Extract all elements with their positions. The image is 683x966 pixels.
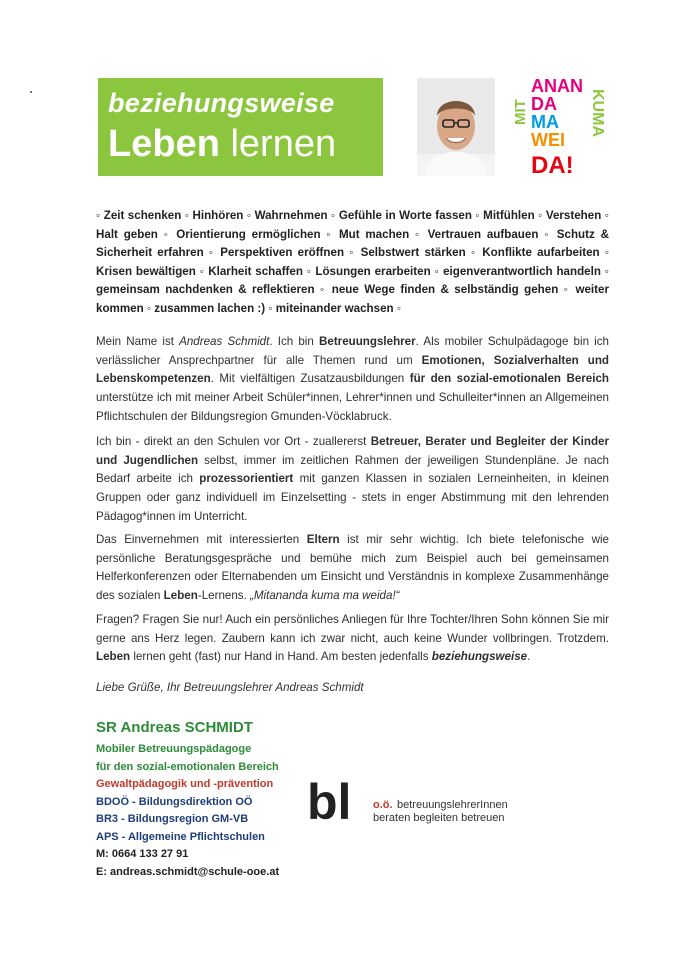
svg-text:beraten begleiten betreuen: beraten begleiten betreuen (373, 812, 505, 824)
intro-paragraph (96, 333, 609, 427)
ring-separator-icon: ◦ (199, 264, 205, 278)
text-run: . Ich bin (269, 335, 319, 348)
keyword: Orientierung ermöglichen (176, 227, 321, 241)
text-run: Leben (163, 589, 198, 603)
text-run: Betreuer, Berater und Begleiter der Kinder und Jugendlichen (96, 435, 610, 467)
svg-text:bl: bl (307, 775, 352, 830)
svg-text:DA: DA (531, 94, 557, 114)
portrait-photo (417, 78, 495, 176)
ring-separator-icon: ◦ (246, 209, 252, 222)
svg-text:MIT: MIT (512, 99, 529, 125)
keyword: neue Wege finden & selbständig gehen (331, 283, 559, 297)
text-run: -Lernens. (197, 589, 251, 603)
text-run: für den sozial-emotionalen Bereich (409, 372, 609, 386)
keyword: Mut machen (338, 227, 410, 241)
signature-line: E: andreas.schmidt@schule-ooe.at (96, 865, 280, 878)
logo-line-2: Leben lernen (108, 123, 337, 165)
keyword: miteinander wachsen (275, 301, 394, 315)
svg-text:betreuungslehrerInnen: betreuungslehrerInnen (397, 799, 508, 811)
text-run: Eltern (306, 533, 340, 546)
ring-separator-icon: ◦ (326, 227, 334, 241)
text-run: Betreuungslehrer (319, 335, 416, 348)
keyword: Halt geben (96, 227, 158, 241)
keyword: Perspektiven eröffnen (220, 246, 345, 260)
ring-separator-icon: ◦ (163, 227, 171, 241)
signature-line: BR3 - Bildungsregion GM-VB (96, 813, 249, 825)
questions-paragraph (96, 611, 609, 667)
work-paragraph (96, 433, 609, 527)
svg-text:MA: MA (531, 112, 559, 132)
keyword: Hinhören (192, 209, 244, 222)
text-run: Andreas Schmidt (179, 335, 270, 348)
keyword: gemeinsam nachdenken & reflektieren (96, 283, 315, 297)
ring-separator-icon: ◦ (331, 209, 336, 222)
ring-separator-icon: ◦ (349, 246, 356, 260)
beziehungsweise-logo (98, 78, 383, 176)
text-run: beziehungsweise (431, 650, 528, 664)
ring-separator-icon: ◦ (415, 227, 422, 241)
ring-separator-icon: ◦ (563, 283, 571, 297)
text-run: „Mitananda kuma ma weida!“ (250, 589, 400, 603)
svg-text:KUMA: KUMA (589, 89, 606, 137)
signature-name: SR Andreas SCHMIDT (96, 719, 253, 736)
ring-separator-icon: ◦ (470, 246, 478, 260)
text-run: . (527, 650, 531, 664)
keyword: Krisen bewältigen (96, 264, 196, 278)
text-run: Ich bin - direkt an den Schulen vor Ort - zuallererst (96, 435, 371, 448)
keyword: Selbstwert stärken (360, 246, 466, 260)
ring-separator-icon: ◦ (184, 209, 190, 222)
svg-text:WEI: WEI (531, 130, 565, 150)
keyword: Wahrnehmen (254, 209, 328, 222)
text-run: . Als mobiler Schulpädagoge bin ich verlässlicher Ansprechpartner für alle Themen rund um (96, 335, 610, 367)
betreuungslehrer-logo (307, 775, 522, 830)
text-run: ist mir sehr wichtig. Ich biete telefonische wie persönliche Beratungsgespräche und bemühe mich zum Beispiel auch bei gemeinsamen Helferkonferenzen oder Elternabenden um Einsicht und Verständnis in komplexe Zusammenhänge des sozialen (96, 533, 609, 603)
ring-separator-icon: ◦ (544, 227, 551, 241)
ring-separator-icon: ◦ (268, 301, 273, 315)
mitananda-logo (511, 75, 613, 179)
ring-separator-icon: ◦ (96, 209, 101, 222)
closing-greeting: Liebe Grüße, Ihr Betreuungslehrer Andreas Schmidt (96, 681, 364, 694)
ring-separator-icon: ◦ (208, 246, 216, 260)
scan-speck (30, 91, 32, 93)
text-run: selbst, immer im zeitlichen Rahmen der jeweiligen Stundenpläne. Je nach Bedarf arbeite ich (96, 453, 609, 486)
keyword: Verstehen (545, 209, 602, 222)
svg-text:DA!: DA! (531, 152, 574, 179)
keyword: Mitfühlen (483, 209, 535, 222)
ring-separator-icon: ◦ (538, 209, 543, 222)
ring-separator-icon: ◦ (306, 264, 312, 278)
keyword: weiter kommen (96, 283, 609, 315)
signature-line: Mobiler Betreuungspädagoge (96, 743, 252, 755)
text-run: Mein Name ist (96, 335, 180, 348)
keyword: Gefühle in Worte fassen (338, 209, 472, 222)
text-run: lernen geht (fast) nur Hand in Hand. Am besten jedenfalls (130, 650, 432, 664)
text-run: unterstütze ich mit meiner Arbeit Schüler*innen, Lehrer*innen und Schulleiter*innen an Allgemeinen Pflichtschulen der Bildungsregion Gmunden-Vöcklabruck. (96, 391, 609, 423)
ring-separator-icon: ◦ (604, 209, 609, 222)
svg-text:o.ö.: o.ö. (373, 799, 393, 811)
svg-text:ANAN: ANAN (531, 76, 583, 96)
ring-separator-icon: ◦ (604, 246, 609, 260)
text-run: Leben (96, 650, 131, 664)
text-run: . Mit vielfältigen Zusatzausbildungen (210, 372, 410, 386)
ring-separator-icon: ◦ (396, 301, 401, 315)
signature-line: BDOÖ - Bildungsdirektion OÖ (96, 795, 253, 808)
ring-separator-icon: ◦ (434, 264, 440, 278)
text-run: Das Einvernehmen mit interessierten (96, 533, 307, 546)
signature-line: M: 0664 133 27 91 (96, 848, 189, 860)
ring-separator-icon: ◦ (604, 264, 609, 278)
keyword: Schutz & Sicherheit erfahren (96, 227, 609, 260)
parents-paragraph (96, 531, 609, 606)
keyword: Lösungen erarbeiten (315, 264, 431, 278)
signature-line: für den sozial-emotionalen Bereich (96, 760, 279, 773)
text-run: prozessorientiert (199, 472, 294, 486)
keyword: Klarheit schaffen (208, 264, 303, 278)
text-run: mit ganzen Klassen in sozialen Lerneinheiten, in kleinen Gruppen oder ganz individuell im Einzelsetting - stets in enger Abstimmung mit den lehrenden Pädagog*innen im Unterricht. (96, 472, 609, 523)
text-run: Emotionen, Sozialverhalten und Lebenskompetenzen (96, 353, 609, 386)
logo-line-1: beziehungsweise (108, 88, 335, 118)
keyword: Zeit schenken (103, 209, 182, 222)
ring-separator-icon: ◦ (146, 301, 152, 315)
keyword: zusammen lachen :) (154, 301, 266, 315)
keyword: eigenverantwortlich handeln (443, 264, 601, 278)
text-run: Fragen? Fragen Sie nur! Auch ein persönliches Anliegen für Ihre Tochter/Ihren Sohn können Sie mir gerne ans Herz legen. Zaubern kann ich zwar nicht, auch keine Wunder vollbringen. Trotzdem. (96, 613, 609, 645)
signature-line: APS - Allgemeine Pflichtschulen (96, 830, 265, 843)
keyword: Vertrauen aufbauen (427, 227, 539, 241)
keyword: Konflikte aufarbeiten (482, 246, 600, 260)
keyword-list (96, 207, 609, 319)
ring-separator-icon: ◦ (320, 283, 327, 297)
signature-line: Gewaltpädagogik und -prävention (96, 778, 274, 790)
ring-separator-icon: ◦ (475, 209, 480, 222)
